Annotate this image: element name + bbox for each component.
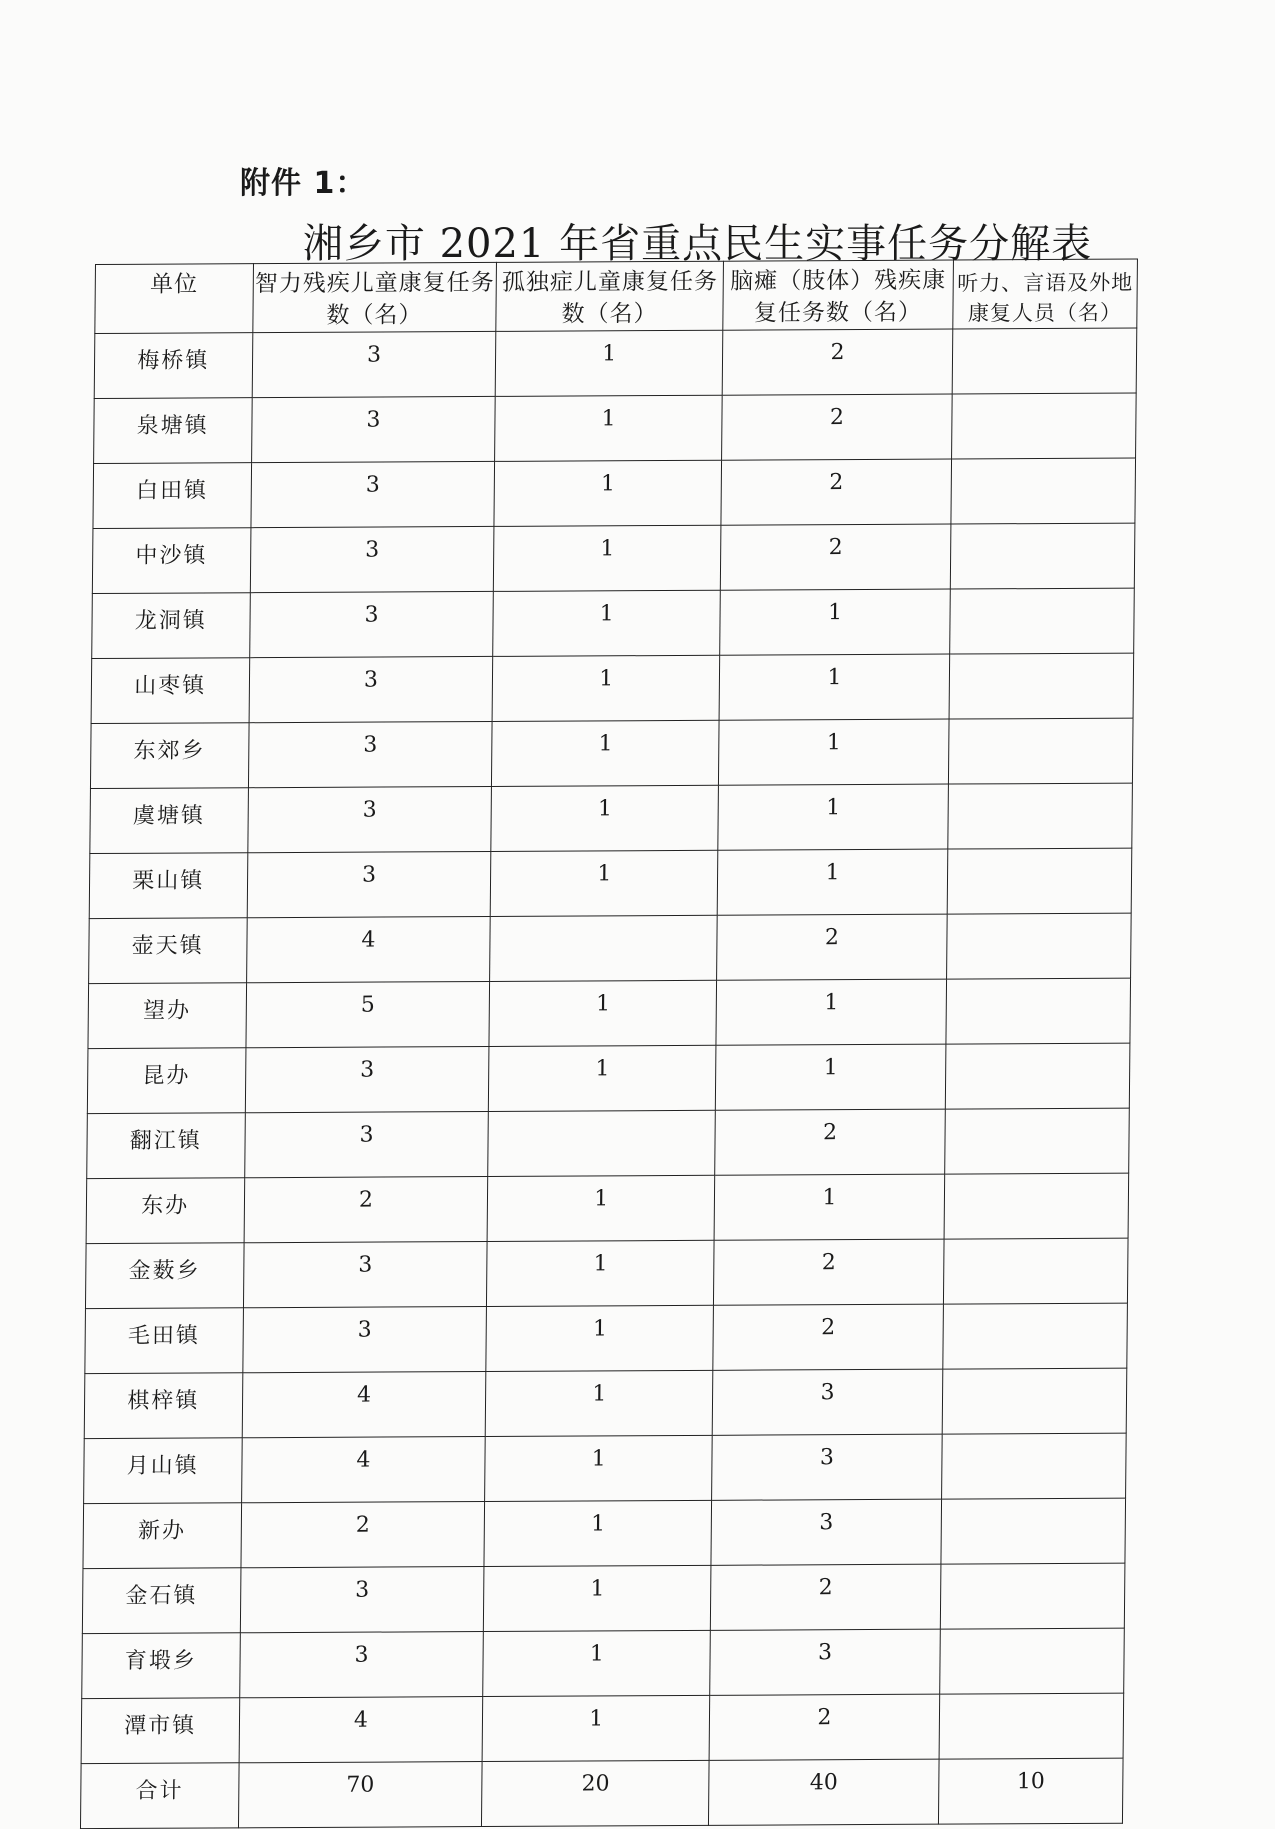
autism-cell: 1 [496,330,723,396]
intellectual-cell: 3 [250,526,494,592]
autism-cell: 1 [492,720,719,786]
cerebral-palsy-cell: 2 [721,459,952,525]
cerebral-palsy-cell: 1 [718,719,949,785]
cerebral-palsy-cell: 3 [712,1369,943,1435]
total-row [80,1758,1123,1828]
intellectual-cell: 3 [248,721,492,787]
hearing-speech-cell [947,913,1132,979]
autism-cell: 1 [494,460,721,526]
hearing-speech-cell [948,718,1133,784]
unit-cell: 东郊乡 [90,723,248,789]
table-row [92,588,1135,658]
autism-cell [488,1110,715,1176]
cerebral-palsy-cell: 1 [720,589,951,655]
cerebral-palsy-cell: 1 [718,784,949,850]
autism-cell: 1 [484,1500,711,1566]
intellectual-cell: 3 [243,1241,487,1307]
intellectual-cell: 3 [245,1046,489,1112]
hearing-speech-cell [940,1628,1125,1694]
hearing-speech-cell: 10 [938,1758,1123,1824]
table-row [86,1173,1129,1243]
hearing-speech-cell [950,588,1135,654]
autism-cell: 1 [485,1435,712,1501]
table-row [84,1433,1127,1503]
intellectual-cell: 3 [239,1632,483,1698]
table-row [85,1303,1128,1373]
cerebral-palsy-cell: 2 [713,1304,944,1370]
hearing-speech-cell [943,1238,1128,1304]
table-row [91,653,1134,723]
cerebral-palsy-cell: 1 [716,979,947,1045]
hearing-speech-cell [952,328,1137,394]
unit-cell: 棋梓镇 [84,1373,242,1439]
table-row [93,458,1136,528]
unit-cell: 泉塘镇 [94,398,252,464]
cerebral-palsy-cell: 1 [714,1174,945,1240]
task-breakdown-table [80,259,1138,1829]
unit-cell: 梅桥镇 [94,333,252,399]
header-hearing-speech: 听力、言语及外地康复人员（名） [953,259,1138,329]
table-row [89,913,1132,983]
unit-cell: 金石镇 [82,1568,240,1634]
table-row [88,978,1131,1048]
cerebral-palsy-cell: 2 [720,524,951,590]
intellectual-cell: 3 [251,396,495,462]
table-row [94,328,1137,398]
intellectual-cell: 4 [239,1697,483,1763]
cerebral-palsy-cell: 1 [715,1044,946,1110]
intellectual-cell: 4 [242,1372,486,1438]
autism-cell: 1 [495,395,722,461]
autism-cell: 1 [489,980,716,1046]
cerebral-palsy-cell: 2 [715,1109,946,1175]
autism-cell: 1 [494,525,721,591]
intellectual-cell: 3 [247,851,491,917]
autism-cell: 1 [484,1565,711,1631]
cerebral-palsy-cell: 2 [713,1239,944,1305]
hearing-speech-cell [942,1433,1127,1499]
autism-cell: 1 [491,850,718,916]
autism-cell: 1 [482,1695,709,1761]
hearing-speech-cell [951,393,1136,459]
task-table-container [82,259,1138,1804]
unit-cell: 东办 [86,1178,244,1244]
autism-cell: 1 [486,1305,713,1371]
autism-cell: 1 [487,1240,714,1306]
cerebral-palsy-cell: 40 [708,1759,939,1825]
table-header-row [95,259,1138,333]
table-row [82,1628,1125,1698]
table-row [85,1238,1128,1308]
hearing-speech-cell [945,1043,1130,1109]
autism-cell [490,915,717,981]
intellectual-cell: 3 [251,461,495,527]
autism-cell: 1 [491,785,718,851]
intellectual-cell: 3 [249,591,493,657]
table-row [89,848,1132,918]
intellectual-cell: 4 [241,1437,485,1503]
autism-cell: 1 [493,590,720,656]
table-row [94,393,1137,463]
unit-cell: 金薮乡 [85,1243,243,1309]
autism-cell: 1 [492,655,719,721]
unit-cell: 壶天镇 [89,918,247,984]
table-row [92,523,1135,593]
unit-cell: 栗山镇 [89,853,247,919]
intellectual-cell: 4 [246,916,490,982]
intellectual-cell: 3 [242,1306,486,1372]
unit-cell: 昆办 [87,1048,245,1114]
hearing-speech-cell [949,653,1134,719]
header-autism: 孤独症儿童康复任务数（名） [496,261,723,331]
table-row [90,718,1133,788]
autism-cell: 1 [487,1175,714,1241]
hearing-speech-cell [943,1303,1128,1369]
cerebral-palsy-cell: 2 [710,1564,941,1630]
autism-cell: 1 [483,1630,710,1696]
unit-cell: 合计 [80,1763,238,1829]
unit-cell: 翻江镇 [87,1113,245,1179]
intellectual-cell: 3 [247,786,491,852]
unit-cell: 毛田镇 [85,1308,243,1374]
table-row [83,1498,1126,1568]
table-body [80,328,1136,1829]
autism-cell: 1 [489,1045,716,1111]
hearing-speech-cell [951,458,1136,524]
cerebral-palsy-cell: 3 [710,1629,941,1695]
unit-cell: 月山镇 [84,1438,242,1504]
hearing-speech-cell [941,1498,1126,1564]
intellectual-cell: 2 [241,1502,485,1568]
hearing-speech-cell [948,783,1133,849]
cerebral-palsy-cell: 2 [709,1694,940,1760]
unit-cell: 中沙镇 [92,528,250,594]
cerebral-palsy-cell: 1 [719,654,950,720]
intellectual-cell: 3 [252,331,496,397]
table-row [90,783,1133,853]
hearing-speech-cell [946,978,1131,1044]
cerebral-palsy-cell: 2 [721,394,952,460]
unit-cell: 山枣镇 [91,658,249,724]
hearing-speech-cell [950,523,1135,589]
intellectual-cell: 3 [249,656,493,722]
unit-cell: 新办 [83,1503,241,1569]
intellectual-cell: 3 [240,1567,484,1633]
unit-cell: 虞塘镇 [90,788,248,854]
document-title: 湘乡市 2021 年省重点民生实事任务分解表 [302,221,1093,267]
cerebral-palsy-cell: 2 [722,329,953,395]
hearing-speech-cell [947,848,1132,914]
intellectual-cell: 70 [238,1762,482,1828]
intellectual-cell: 3 [244,1111,488,1177]
hearing-speech-cell [945,1108,1130,1174]
header-cerebral-palsy: 脑瘫（肢体）残疾康复任务数（名） [723,260,954,330]
table-row [87,1043,1130,1113]
hearing-speech-cell [942,1368,1127,1434]
table-row [81,1693,1124,1763]
unit-cell: 望办 [88,983,246,1049]
cerebral-palsy-cell: 3 [711,1499,942,1565]
intellectual-cell: 2 [244,1176,488,1242]
cerebral-palsy-cell: 2 [717,914,948,980]
unit-cell: 龙洞镇 [92,593,250,659]
table-row [84,1368,1127,1438]
table-row [87,1108,1130,1178]
hearing-speech-cell [939,1693,1124,1759]
autism-cell: 20 [482,1760,709,1826]
header-unit: 单位 [95,264,253,334]
autism-cell: 1 [486,1370,713,1436]
header-intellectual-disability: 智力残疾儿童康复任务数（名） [252,262,496,332]
unit-cell: 育塅乡 [82,1633,240,1699]
unit-cell: 白田镇 [93,463,251,529]
attachment-label: 附件 1： [240,166,367,201]
hearing-speech-cell [940,1563,1125,1629]
cerebral-palsy-cell: 1 [717,849,948,915]
unit-cell: 潭市镇 [81,1698,239,1764]
cerebral-palsy-cell: 3 [712,1434,943,1500]
intellectual-cell: 5 [246,981,490,1047]
hearing-speech-cell [944,1173,1129,1239]
table-row [82,1563,1125,1633]
